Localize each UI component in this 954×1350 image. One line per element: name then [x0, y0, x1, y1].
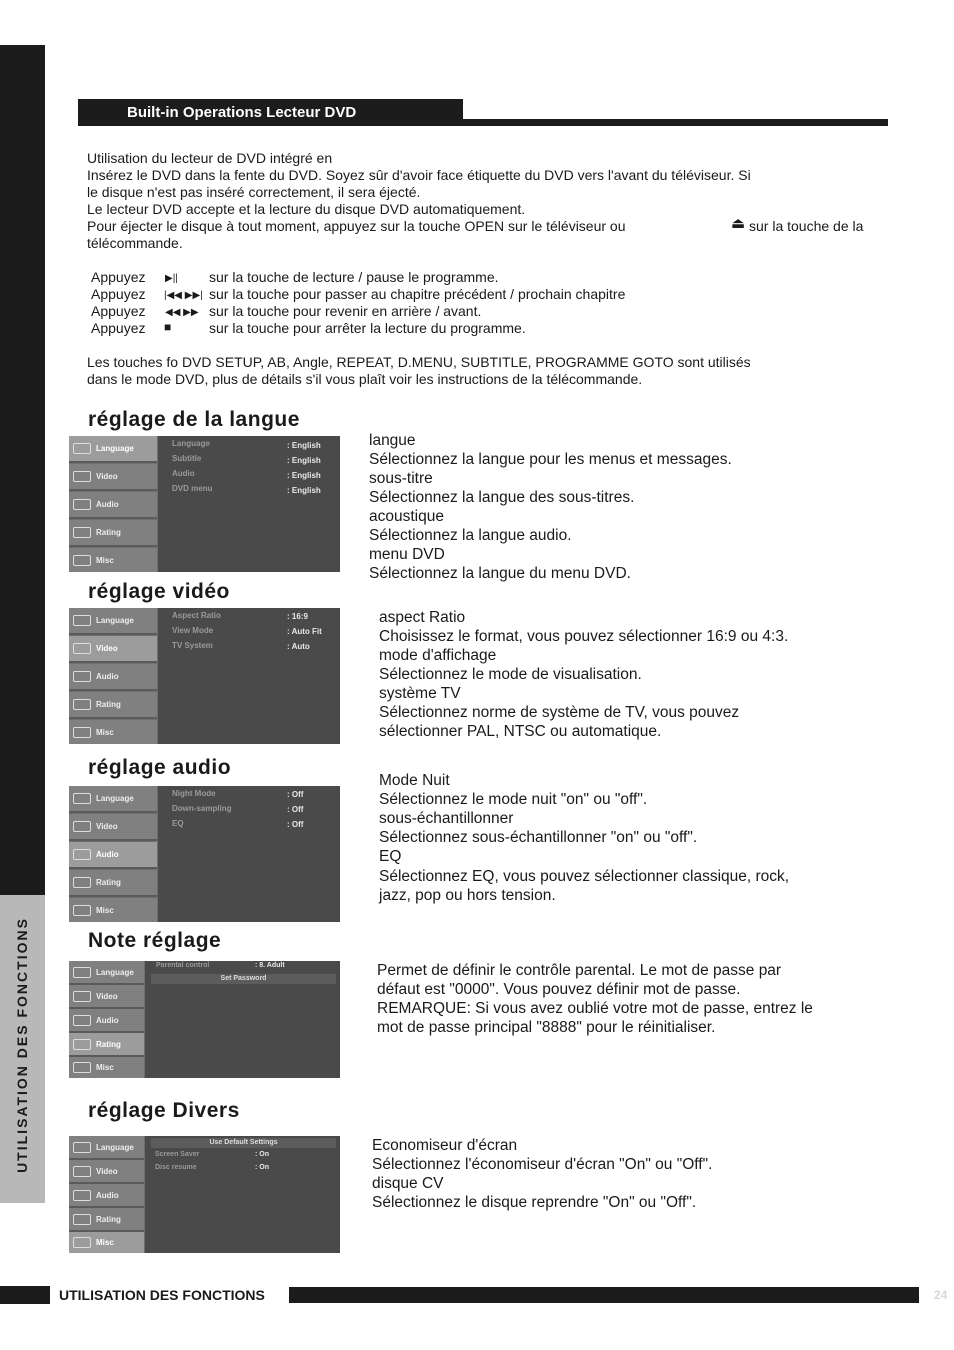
desc-line: Economiseur d'écran — [372, 1137, 518, 1154]
tab-misc[interactable] — [69, 898, 157, 922]
tab-label: Misc — [96, 1238, 114, 1247]
intro-line: Le lecteur DVD accepte et la lecture du disque DVD automatiquement. — [87, 201, 526, 217]
eject-icon: ⏏ — [731, 215, 746, 232]
rating-icon — [73, 1214, 91, 1225]
option-name[interactable]: Night Mode — [172, 789, 216, 798]
tab-label: Rating — [96, 700, 121, 709]
set-password-button[interactable]: Set Password — [151, 974, 336, 984]
tab-misc[interactable] — [69, 548, 157, 572]
section-title: réglage vidéo — [88, 580, 230, 603]
desc-line: Sélectionnez norme de système de TV, vous pouvez — [379, 704, 740, 721]
tab-label: Language — [96, 967, 134, 977]
tab-misc[interactable] — [69, 720, 157, 744]
misc-setup-screen — [69, 1136, 340, 1253]
video-icon — [73, 1166, 91, 1177]
option-value[interactable]: : Off — [287, 790, 304, 799]
desc-line: système TV — [379, 685, 461, 702]
intro-line: Utilisation du lecteur de DVD intégré en — [87, 150, 333, 166]
option-value[interactable]: : Auto — [287, 642, 310, 651]
rating-icon — [73, 699, 91, 710]
desc-line: Sélectionnez la langue audio. — [369, 527, 572, 544]
option-value[interactable]: : On — [255, 1164, 269, 1171]
desc-line: Sélectionnez l'économiseur d'écran "On" ou "Off". — [372, 1156, 713, 1173]
header-rule — [463, 119, 888, 126]
option-value[interactable]: : 16:9 — [287, 612, 308, 621]
desc-line: jazz, pop ou hors tension. — [379, 887, 556, 904]
note-line: dans le mode DVD, plus de détails s'il vous plaît voir les instructions de la télécommande. — [87, 371, 643, 387]
section-title: réglage audio — [88, 756, 232, 779]
section-title: réglage Divers — [88, 1099, 240, 1122]
desc-line: mot de passe principal "8888" pour le réinitialiser. — [377, 1019, 716, 1036]
desc-line: menu DVD — [369, 546, 445, 563]
tab-language[interactable] — [69, 608, 157, 635]
play-pause-icon: ▶|| — [165, 273, 178, 284]
desc-line: Sélectionnez la langue pour les menus et messages. — [369, 451, 732, 468]
page-number: 24 — [934, 1288, 948, 1302]
sidebar-label: UTILISATION DES FONCTIONS — [14, 917, 30, 1173]
option-value[interactable]: : English — [287, 441, 321, 450]
tab-label: Language — [96, 794, 134, 803]
option-value[interactable]: : Auto Fit — [287, 627, 322, 636]
desc-line: Sélectionnez le mode de visualisation. — [379, 666, 642, 683]
footer-label: UTILISATION DES FONCTIONS — [59, 1287, 265, 1303]
tab-label: Video — [96, 991, 118, 1001]
desc-line: sélectionner PAL, NTSC ou automatique. — [379, 723, 662, 740]
option-name[interactable]: Language — [172, 439, 210, 448]
tab-label: Video — [96, 472, 118, 481]
stop-icon: ■ — [164, 320, 172, 334]
tab-label: Video — [96, 822, 118, 831]
control-label: Appuyez — [91, 286, 146, 302]
rating-setup-screen — [69, 961, 340, 1078]
tab-label: Video — [96, 1166, 118, 1176]
desc-line: défaut est "0000". Vous pouvez définir mot de passe. — [377, 981, 741, 998]
tab-misc[interactable] — [69, 1232, 144, 1253]
intro-line: Insérez le DVD dans la fente du DVD. Soyez sûr d'avoir face étiquette du DVD vers l'avant du téléviseur. Si — [87, 167, 751, 183]
tab-label: Language — [96, 444, 134, 453]
option-name[interactable]: Parental control — [156, 962, 210, 969]
tab-language[interactable] — [69, 786, 157, 813]
option-name[interactable]: View Mode — [172, 626, 214, 635]
tab-language[interactable] — [69, 436, 157, 463]
control-text: sur la touche pour arrêter la lecture du programme. — [209, 320, 526, 336]
language-icon — [73, 1142, 91, 1153]
desc-line: Sélectionnez la langue des sous-titres. — [369, 489, 635, 506]
desc-line: Choisissez le format, vous pouvez sélectionner 16:9 ou 4:3. — [379, 628, 789, 645]
desc-line: REMARQUE: Si vous avez oublié votre mot de passe, entrez le — [377, 1000, 813, 1017]
tab-audio[interactable] — [69, 664, 157, 691]
audio-setup-screen — [69, 786, 340, 922]
page-title: Built-in Operations Lecteur DVD — [127, 104, 357, 121]
intro-line: télécommande. — [87, 235, 183, 251]
audio-icon — [73, 671, 91, 682]
misc-icon — [73, 727, 91, 738]
tab-label: Rating — [96, 878, 121, 887]
option-value[interactable]: : On — [255, 1151, 269, 1158]
misc-icon — [73, 1062, 91, 1073]
video-icon — [73, 471, 91, 482]
skip-icon: |◀◀ ▶▶| — [164, 290, 203, 301]
section-title: réglage de la langue — [88, 408, 300, 431]
video-setup-screen — [69, 608, 340, 744]
misc-icon — [73, 1237, 91, 1248]
tab-label: Misc — [96, 1063, 114, 1072]
tab-misc[interactable] — [69, 1057, 144, 1078]
desc-line: Sélectionnez sous-échantillonner "on" ou "off". — [379, 829, 698, 846]
tab-label: Rating — [96, 528, 121, 537]
tab-label: Audio — [96, 850, 119, 859]
tab-audio[interactable] — [69, 842, 157, 869]
tab-video[interactable] — [69, 464, 157, 491]
section-title: Note réglage — [88, 929, 222, 952]
audio-icon — [73, 1015, 91, 1026]
option-value[interactable]: : Off — [287, 820, 304, 829]
tab-label: Misc — [96, 555, 114, 565]
option-name[interactable]: Down-sampling — [172, 804, 232, 813]
option-name[interactable]: Screen Saver — [155, 1151, 200, 1158]
desc-line: aspect Ratio — [379, 609, 466, 626]
option-name[interactable]: Audio — [172, 469, 195, 478]
tab-video[interactable] — [69, 1160, 144, 1184]
audio-icon — [73, 849, 91, 860]
intro-line: Pour éjecter le disque à tout moment, appuyez sur la touche OPEN sur le téléviseur ou — [87, 218, 626, 234]
desc-line: Sélectionnez le disque reprendre "On" ou "Off". — [372, 1194, 697, 1211]
control-label: Appuyez — [91, 320, 146, 336]
video-icon — [73, 643, 91, 654]
tab-label: Rating — [96, 1039, 121, 1049]
language-icon — [73, 793, 91, 804]
language-icon — [73, 443, 91, 454]
desc-line: mode d'affichage — [379, 647, 497, 664]
desc-line: Sélectionnez le mode nuit "on" ou "off". — [379, 791, 648, 808]
tab-language[interactable] — [69, 961, 144, 985]
use-default-settings-button[interactable]: Use Default Settings — [151, 1138, 336, 1148]
desc-line: EQ — [379, 848, 402, 865]
tab-video[interactable] — [69, 985, 144, 1009]
tab-rating[interactable] — [69, 692, 157, 719]
note-line: Les touches fo DVD SETUP, AB, Angle, REPEAT, D.MENU, SUBTITLE, PROGRAMME GOTO sont utilisés — [87, 354, 751, 370]
tab-rating[interactable] — [69, 1033, 144, 1057]
tab-audio[interactable] — [69, 1184, 144, 1208]
tab-label: Rating — [96, 1214, 121, 1224]
tab-rating[interactable] — [69, 870, 157, 897]
tab-label: Language — [96, 616, 134, 625]
tab-label: Video — [96, 644, 118, 653]
footer-block — [0, 1286, 50, 1304]
option-name[interactable]: DVD menu — [172, 484, 213, 493]
tab-video[interactable] — [69, 636, 157, 663]
tab-video[interactable] — [69, 814, 157, 841]
tab-language[interactable] — [69, 1136, 144, 1160]
language-icon — [73, 967, 91, 978]
control-text: sur la touche de lecture / pause le programme. — [209, 269, 499, 285]
control-text: sur la touche pour passer au chapitre précédent / prochain chapitre — [209, 286, 626, 302]
rating-icon — [73, 877, 91, 888]
rating-icon — [73, 1039, 91, 1050]
misc-icon — [73, 555, 91, 566]
desc-line: Sélectionnez EQ, vous pouvez sélectionner classique, rock, — [379, 868, 790, 885]
control-text: sur la touche pour revenir en arrière / avant. — [209, 303, 482, 319]
language-setup-screen — [69, 436, 340, 572]
tab-label: Misc — [96, 727, 114, 737]
desc-line: langue — [369, 432, 416, 449]
tab-label: Audio — [96, 1190, 119, 1200]
option-name[interactable]: EQ — [172, 819, 184, 828]
tab-rating[interactable] — [69, 520, 157, 547]
option-name[interactable]: Disc resume — [155, 1164, 197, 1171]
desc-line: sous-échantillonner — [379, 810, 514, 827]
option-value[interactable]: : Off — [287, 805, 304, 814]
option-value[interactable]: : 8. Adult — [255, 962, 285, 969]
audio-icon — [73, 499, 91, 510]
footer-rule — [289, 1287, 919, 1303]
rating-icon — [73, 527, 91, 538]
tab-label: Misc — [96, 905, 114, 915]
option-name[interactable]: TV System — [172, 641, 213, 650]
desc-line: sous-titre — [369, 470, 433, 487]
desc-line: disque CV — [372, 1175, 444, 1192]
control-label: Appuyez — [91, 269, 146, 285]
option-value[interactable]: : English — [287, 456, 321, 465]
intro-line: le disque n'est pas inséré correctement, il sera éjecté. — [87, 184, 421, 200]
rewind-forward-icon: ◀◀ ▶▶ — [165, 307, 199, 318]
language-icon — [73, 615, 91, 626]
option-value[interactable]: : English — [287, 471, 321, 480]
option-value[interactable]: : English — [287, 486, 321, 495]
misc-icon — [73, 905, 91, 916]
control-label: Appuyez — [91, 303, 146, 319]
tab-audio[interactable] — [69, 1009, 144, 1033]
audio-icon — [73, 1190, 91, 1201]
desc-line: acoustique — [369, 508, 444, 525]
option-name[interactable]: Aspect Ratio — [172, 611, 221, 620]
tab-audio[interactable] — [69, 492, 157, 519]
video-icon — [73, 991, 91, 1002]
tab-label: Audio — [96, 672, 119, 681]
tab-label: Audio — [96, 500, 119, 509]
desc-line: Permet de définir le contrôle parental. Le mot de passe par — [377, 962, 782, 979]
tab-label: Language — [96, 1142, 134, 1152]
tab-rating[interactable] — [69, 1208, 144, 1232]
option-name[interactable]: Subtitle — [172, 454, 202, 463]
tab-label: Audio — [96, 1015, 119, 1025]
intro-line: sur la touche de la — [749, 218, 864, 234]
video-icon — [73, 821, 91, 832]
desc-line: Sélectionnez la langue du menu DVD. — [369, 565, 631, 582]
desc-line: Mode Nuit — [379, 772, 450, 789]
